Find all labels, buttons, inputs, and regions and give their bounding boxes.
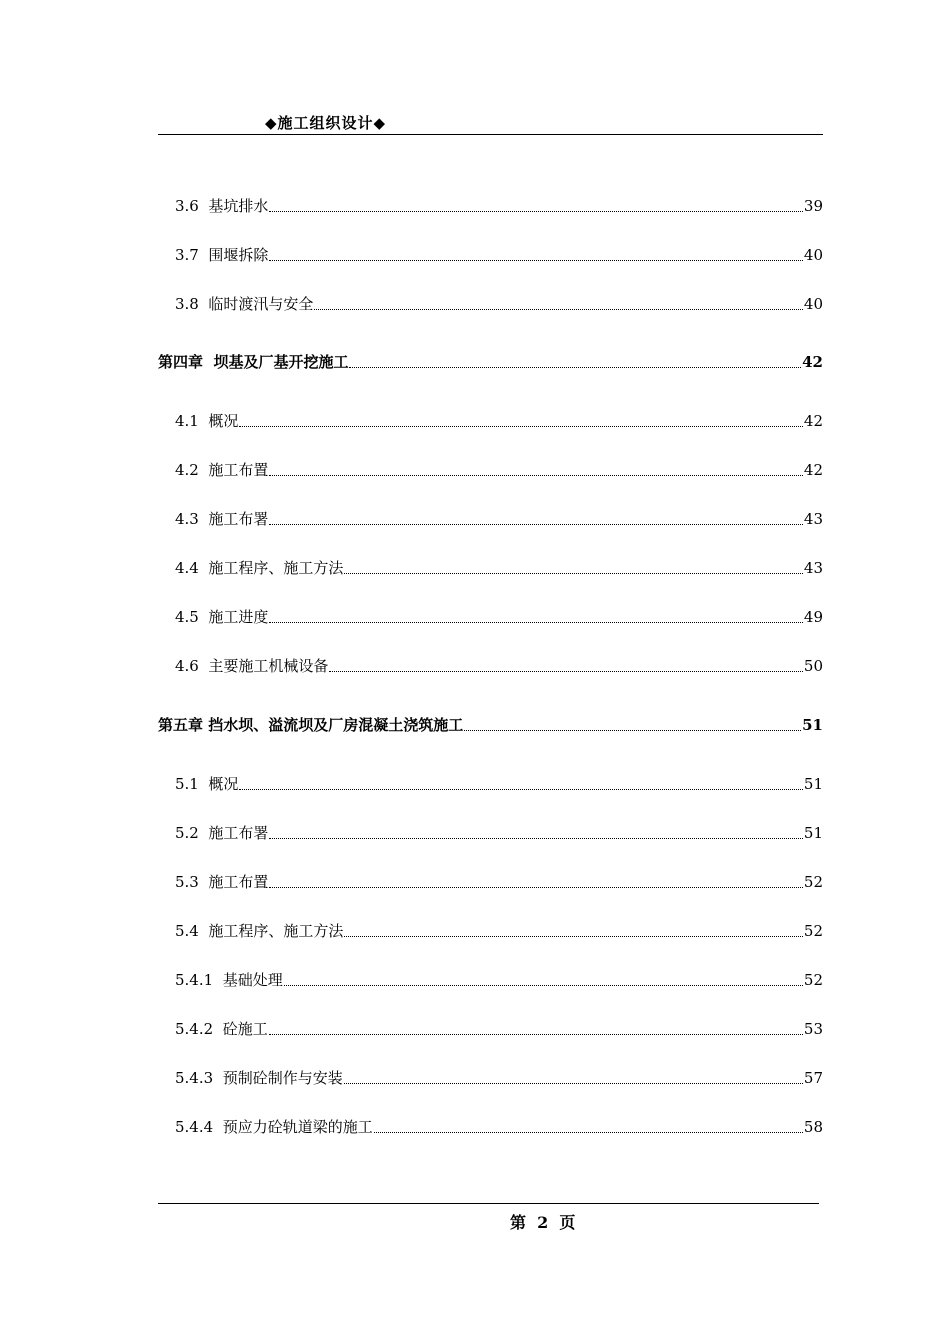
dot-leader bbox=[349, 366, 801, 368]
toc-page: 52 bbox=[803, 971, 823, 989]
toc-page: 51 bbox=[803, 824, 823, 842]
toc-entry[interactable] bbox=[158, 1018, 823, 1040]
toc-page: 42 bbox=[803, 461, 823, 479]
toc-chapter[interactable] bbox=[158, 351, 823, 373]
toc-page: 42 bbox=[803, 412, 823, 430]
toc-number: 4.6 bbox=[175, 657, 199, 675]
toc-number: 4.5 bbox=[175, 608, 199, 626]
toc-page: 42 bbox=[802, 353, 823, 371]
toc-chapter[interactable] bbox=[158, 714, 823, 736]
toc-page: 52 bbox=[803, 873, 823, 891]
dot-leader bbox=[269, 474, 802, 476]
toc-number: 4.1 bbox=[175, 412, 199, 430]
dot-leader bbox=[269, 886, 802, 888]
toc-page: 51 bbox=[802, 716, 823, 734]
toc-title: 临时渡汛与安全 bbox=[208, 295, 314, 313]
toc-page: 49 bbox=[803, 608, 823, 626]
dot-leader bbox=[314, 308, 802, 310]
toc-title: 围堰拆除 bbox=[208, 246, 269, 264]
toc-title: 施工程序、施工方法 bbox=[208, 559, 344, 577]
toc-number: 3.7 bbox=[175, 246, 199, 264]
toc-number: 5.3 bbox=[175, 873, 199, 891]
dot-leader bbox=[284, 984, 803, 986]
dot-leader bbox=[344, 1082, 803, 1084]
toc-title: 主要施工机械设备 bbox=[208, 657, 329, 675]
toc-number: 5.2 bbox=[175, 824, 199, 842]
dot-leader bbox=[329, 670, 802, 672]
dot-leader bbox=[269, 621, 802, 623]
toc-number: 5.4.2 bbox=[175, 1020, 214, 1038]
dot-leader bbox=[239, 425, 802, 427]
toc-entry[interactable] bbox=[158, 195, 823, 217]
dot-leader bbox=[269, 1033, 803, 1035]
toc-number: 5.4.1 bbox=[175, 971, 214, 989]
toc-page: 43 bbox=[803, 559, 823, 577]
dot-leader bbox=[269, 523, 802, 525]
toc-title: 坝基及厂基开挖施工 bbox=[213, 353, 349, 371]
dot-leader bbox=[239, 788, 802, 790]
page-header bbox=[158, 112, 823, 135]
footer-rule bbox=[158, 1203, 819, 1204]
toc-title: 基础处理 bbox=[222, 971, 283, 989]
toc-number: 4.4 bbox=[175, 559, 199, 577]
dot-leader bbox=[344, 572, 802, 574]
dot-leader bbox=[269, 837, 802, 839]
toc-entry[interactable] bbox=[158, 822, 823, 844]
toc-number: 4.3 bbox=[175, 510, 199, 528]
toc-entry[interactable] bbox=[158, 969, 823, 991]
toc-entry[interactable] bbox=[158, 410, 823, 432]
toc-entry[interactable] bbox=[158, 293, 823, 315]
toc-entry[interactable] bbox=[158, 606, 823, 628]
toc-page: 57 bbox=[803, 1069, 823, 1087]
toc-page: 40 bbox=[803, 295, 823, 313]
toc-title: 挡水坝、溢流坝及厂房混凝土浇筑施工 bbox=[208, 716, 464, 734]
dot-leader bbox=[269, 210, 802, 212]
toc-number: 5.4.3 bbox=[175, 1069, 214, 1087]
toc-title: 概况 bbox=[208, 412, 239, 430]
toc-number: 3.6 bbox=[175, 197, 199, 215]
page-number-footer: 第 2 页 bbox=[510, 1213, 576, 1232]
toc-number: 第四章 bbox=[158, 353, 204, 371]
toc-title: 预应力砼轨道梁的施工 bbox=[222, 1118, 373, 1136]
toc-page: 39 bbox=[803, 197, 823, 215]
toc-number: 3.8 bbox=[175, 295, 199, 313]
toc-page: 51 bbox=[803, 775, 823, 793]
toc-title: 施工程序、施工方法 bbox=[208, 922, 344, 940]
toc-page: 43 bbox=[803, 510, 823, 528]
toc-page: 50 bbox=[803, 657, 823, 675]
toc-number: 5.4.4 bbox=[175, 1118, 214, 1136]
toc-title: 施工布置 bbox=[208, 461, 269, 479]
toc-entry[interactable] bbox=[158, 459, 823, 481]
toc-entry[interactable] bbox=[158, 508, 823, 530]
toc-number: 第五章 bbox=[158, 716, 204, 734]
toc-title: 施工进度 bbox=[208, 608, 269, 626]
toc-number: 5.1 bbox=[175, 775, 199, 793]
toc-title: 砼施工 bbox=[222, 1020, 268, 1038]
toc-entry[interactable] bbox=[158, 244, 823, 266]
toc-entry[interactable] bbox=[158, 557, 823, 579]
toc-title: 施工布置 bbox=[208, 873, 269, 891]
dot-leader bbox=[464, 729, 801, 731]
toc-entry[interactable] bbox=[158, 871, 823, 893]
toc-number: 4.2 bbox=[175, 461, 199, 479]
toc-page: 53 bbox=[803, 1020, 823, 1038]
toc-entry[interactable] bbox=[158, 920, 823, 942]
toc-title: 概况 bbox=[208, 775, 239, 793]
toc-entry[interactable] bbox=[158, 655, 823, 677]
toc-title: 基坑排水 bbox=[208, 197, 269, 215]
toc-title: 预制砼制作与安装 bbox=[222, 1069, 343, 1087]
toc-entry[interactable] bbox=[158, 773, 823, 795]
header-title: ◆施工组织设计◆ bbox=[265, 114, 387, 132]
toc-number: 5.4 bbox=[175, 922, 199, 940]
toc-page: 58 bbox=[803, 1118, 823, 1136]
toc-page: 40 bbox=[803, 246, 823, 264]
toc-title: 施工布署 bbox=[208, 824, 269, 842]
toc-entry[interactable] bbox=[158, 1116, 823, 1138]
toc-entry[interactable] bbox=[158, 1067, 823, 1089]
dot-leader bbox=[374, 1131, 803, 1133]
dot-leader bbox=[269, 259, 802, 261]
dot-leader bbox=[344, 935, 802, 937]
toc-page: 52 bbox=[803, 922, 823, 940]
toc-title: 施工布署 bbox=[208, 510, 269, 528]
